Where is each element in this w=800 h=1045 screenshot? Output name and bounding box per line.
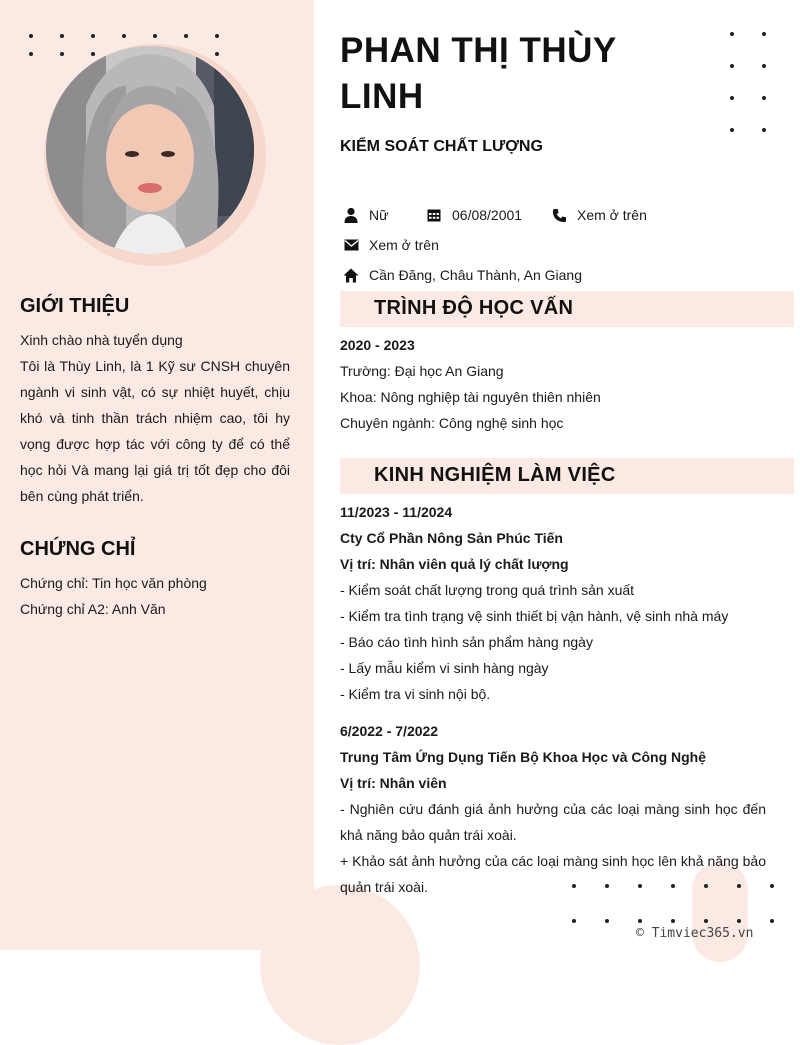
home-icon xyxy=(342,266,360,284)
education-major: Chuyên ngành: Công nghệ sinh học xyxy=(340,415,564,431)
phone-icon xyxy=(550,206,568,224)
certificates-list xyxy=(20,570,290,622)
email-info xyxy=(342,236,439,254)
education-header xyxy=(340,291,794,327)
job-duty: - Kiểm tra vi sinh nội bộ. xyxy=(340,686,491,702)
candidate-name: PHAN THỊ THÙY LINH xyxy=(340,31,617,116)
job-duty: - Nghiên cứu đánh giá ảnh hưởng của các loại màng sinh học đến khả năng bảo quản trái xoài. xyxy=(340,801,766,843)
mail-icon xyxy=(342,236,360,254)
education-section xyxy=(340,332,766,436)
job-entry xyxy=(340,718,766,900)
education-title: TRÌNH ĐỘ HỌC VẤN xyxy=(374,297,574,319)
certificates-title: CHỨNG CHỈ xyxy=(20,538,136,560)
watermark: © Timviec365.vn xyxy=(636,926,754,941)
job-position: Vị trí: Nhân viên xyxy=(340,775,447,791)
avatar-ring xyxy=(44,44,266,266)
avatar xyxy=(46,46,254,254)
education-school: Trường: Đại học An Giang xyxy=(340,363,504,379)
email-value: Xem ở trên xyxy=(369,237,439,253)
intro-body: Tôi là Thùy Linh, là 1 Kỹ sư CNSH chuyên ngành vi sinh vật, có sự nhiệt huyết, chịu khó và tinh thần trách nhiệm cao, tôi hy vọng được hợp tác với công ty để có thể học hỏi Và mang lại giá trị tốt đẹp cho đôi bên cùng phát triển. xyxy=(20,358,290,504)
job-entry xyxy=(340,499,766,707)
job-company: Trung Tâm Ứng Dụng Tiến Bộ Khoa Học và Công Nghệ xyxy=(340,749,707,765)
job-duty: - Kiểm soát chất lượng trong quá trình sản xuất xyxy=(340,582,635,598)
intro-section xyxy=(20,327,290,509)
job-position: Vị trí: Nhân viên quả lý chất lượng xyxy=(340,556,569,572)
intro-title: GIỚI THIỆU xyxy=(20,295,130,317)
calendar-icon xyxy=(425,206,443,224)
job-company: Cty Cổ Phần Nông Sản Phúc Tiến xyxy=(340,530,563,546)
job-period: 6/2022 - 7/2022 xyxy=(340,723,439,739)
dots-decoration-bottom-right xyxy=(572,884,774,923)
avatar-photo xyxy=(46,46,254,254)
address-value: Cần Đăng, Châu Thành, An Giang xyxy=(369,267,583,283)
education-faculty: Khoa: Nông nghiệp tài nguyên thiên nhiên xyxy=(340,389,601,405)
experience-header xyxy=(340,458,794,494)
gender-value: Nữ xyxy=(369,207,389,223)
certificate-item: Chứng chỉ: Tin học văn phòng xyxy=(20,575,207,591)
birthdate-value: 06/08/2001 xyxy=(452,207,523,223)
job-period: 11/2023 - 11/2024 xyxy=(340,504,453,520)
experience-title: KINH NGHIỆM LÀM VIỆC xyxy=(374,464,616,486)
education-period: 2020 - 2023 xyxy=(340,337,415,353)
job-title: KIỂM SOÁT CHẤT LƯỢNG xyxy=(340,138,543,155)
certificate-item: Chứng chỉ A2: Anh Văn xyxy=(20,601,166,617)
dots-decoration-top-right xyxy=(730,32,766,132)
job-duty: - Lấy mẫu kiểm vi sinh hàng ngày xyxy=(340,660,549,676)
job-duty: - Báo cáo tình hình sản phẩm hàng ngày xyxy=(340,634,593,650)
address-info xyxy=(342,266,582,284)
phone-info xyxy=(550,206,647,224)
user-icon xyxy=(342,206,360,224)
gender-info xyxy=(342,206,388,224)
birthdate-info xyxy=(425,206,522,224)
decorative-circle xyxy=(260,885,420,1045)
intro-greeting: Xinh chào nhà tuyển dụng xyxy=(20,332,183,348)
phone-value: Xem ở trên xyxy=(577,207,647,223)
job-duty: - Kiểm tra tình trạng vệ sinh thiết bị vận hành, vệ sinh nhà máy xyxy=(340,608,729,624)
job-duty: + Khảo sát ảnh hưởng của các loại màng sinh học lên khả năng bảo quản trái xoài. xyxy=(340,853,766,895)
